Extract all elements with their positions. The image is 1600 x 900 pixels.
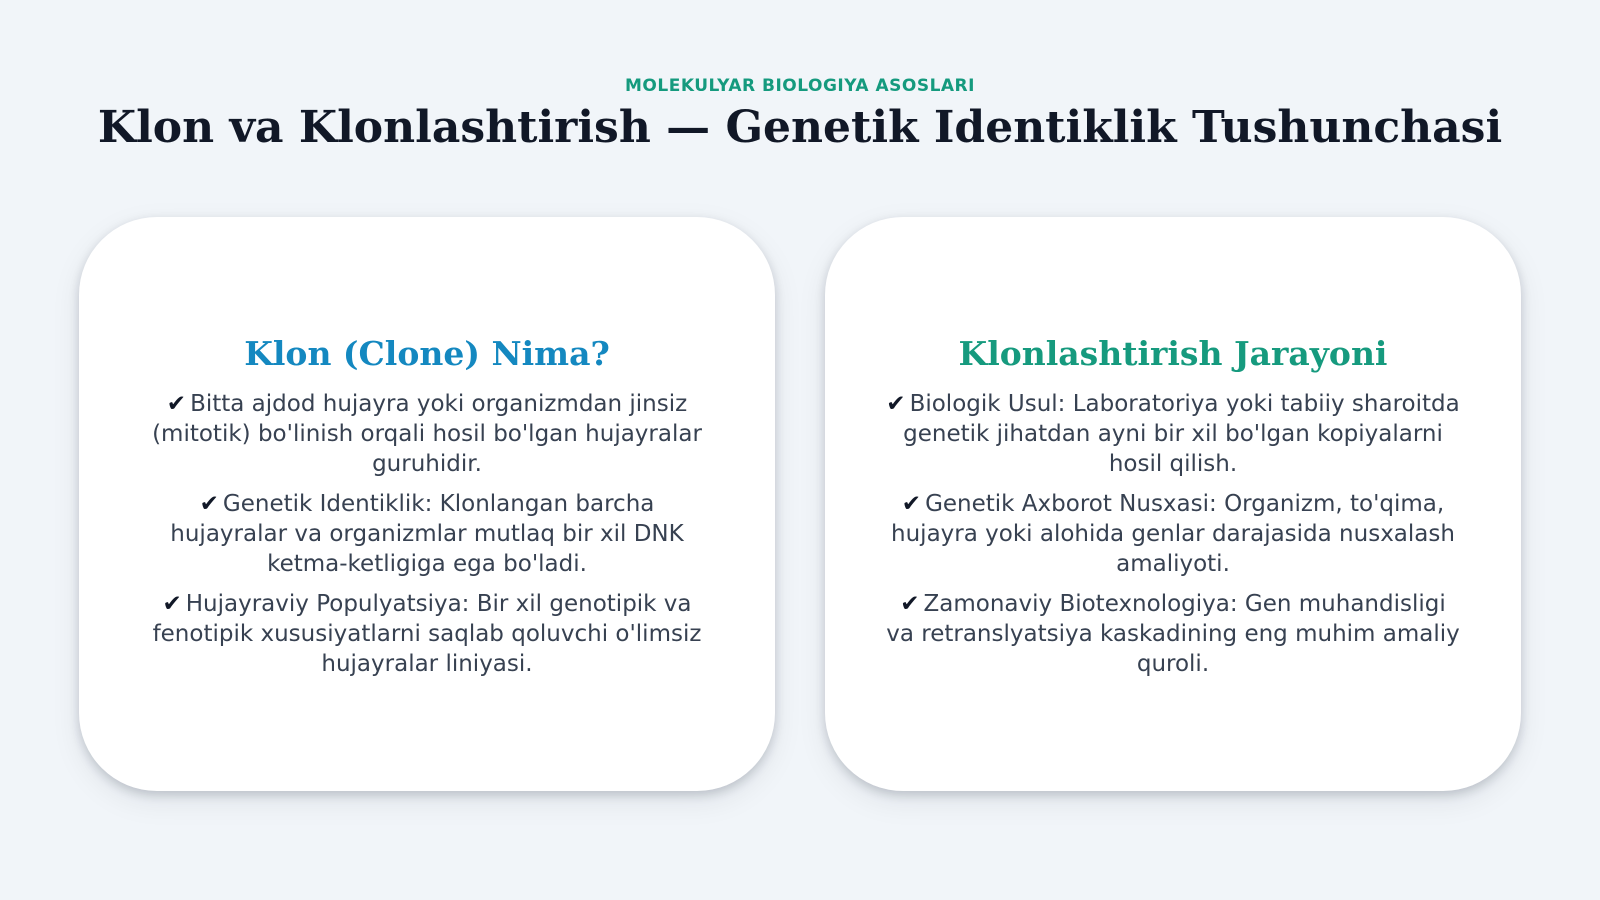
bullet-item	[885, 589, 1461, 679]
card-clone-definition	[79, 217, 775, 791]
bullet-text: Bitta ajdod hujayra yoki organizmdan jinsiz (mitotik) bo'linish orqali hosil bo'lgan hujayralar guruhidir.	[152, 391, 702, 477]
checkmark-icon: ✔	[900, 591, 920, 617]
checkmark-icon: ✔	[886, 391, 906, 417]
bullet-text: Genetik Axborot Nusxasi: Organizm, to'qima, hujayra yoki alohida genlar darajasida nusxalash amaliyoti.	[891, 491, 1455, 577]
bullet-item	[139, 389, 715, 479]
bullet-text: Biologik Usul: Laboratoriya yoki tabiiy sharoitda genetik jihatdan ayni bir xil bo'lgan kopiyalarni hosil qilish.	[903, 391, 1460, 477]
bullet-item	[139, 589, 715, 679]
card-cloning-process	[825, 217, 1521, 791]
card-title: Klonlashtirish Jarayoni	[958, 334, 1388, 373]
page-title: Klon va Klonlashtirish — Genetik Identiklik Tushunchasi	[97, 102, 1503, 153]
card-title: Klon (Clone) Nima?	[244, 334, 610, 373]
bullet-text: Zamonaviy Biotexnologiya: Gen muhandisligi va retranslyatsiya kaskadining eng muhim amaliy quroli.	[886, 591, 1460, 677]
bullet-text: Genetik Identiklik: Klonlangan barcha hujayralar va organizmlar mutlaq bir xil DNK ketma-ketligiga ega bo'ladi.	[170, 491, 684, 577]
bullet-item	[885, 489, 1461, 579]
checkmark-icon: ✔	[162, 591, 182, 617]
bullet-text: Hujayraviy Populyatsiya: Bir xil genotipik va fenotipik xususiyatlarni saqlab qoluvchi o'limsiz hujayralar liniyasi.	[152, 591, 702, 677]
checkmark-icon: ✔	[166, 391, 187, 417]
bullet-item	[139, 489, 715, 579]
checkmark-icon: ✔	[901, 491, 922, 517]
bullet-item	[885, 389, 1461, 479]
eyebrow-label: MOLEKULYAR BIOLOGIYA ASOSLARI	[625, 76, 975, 96]
checkmark-icon: ✔	[199, 491, 219, 517]
